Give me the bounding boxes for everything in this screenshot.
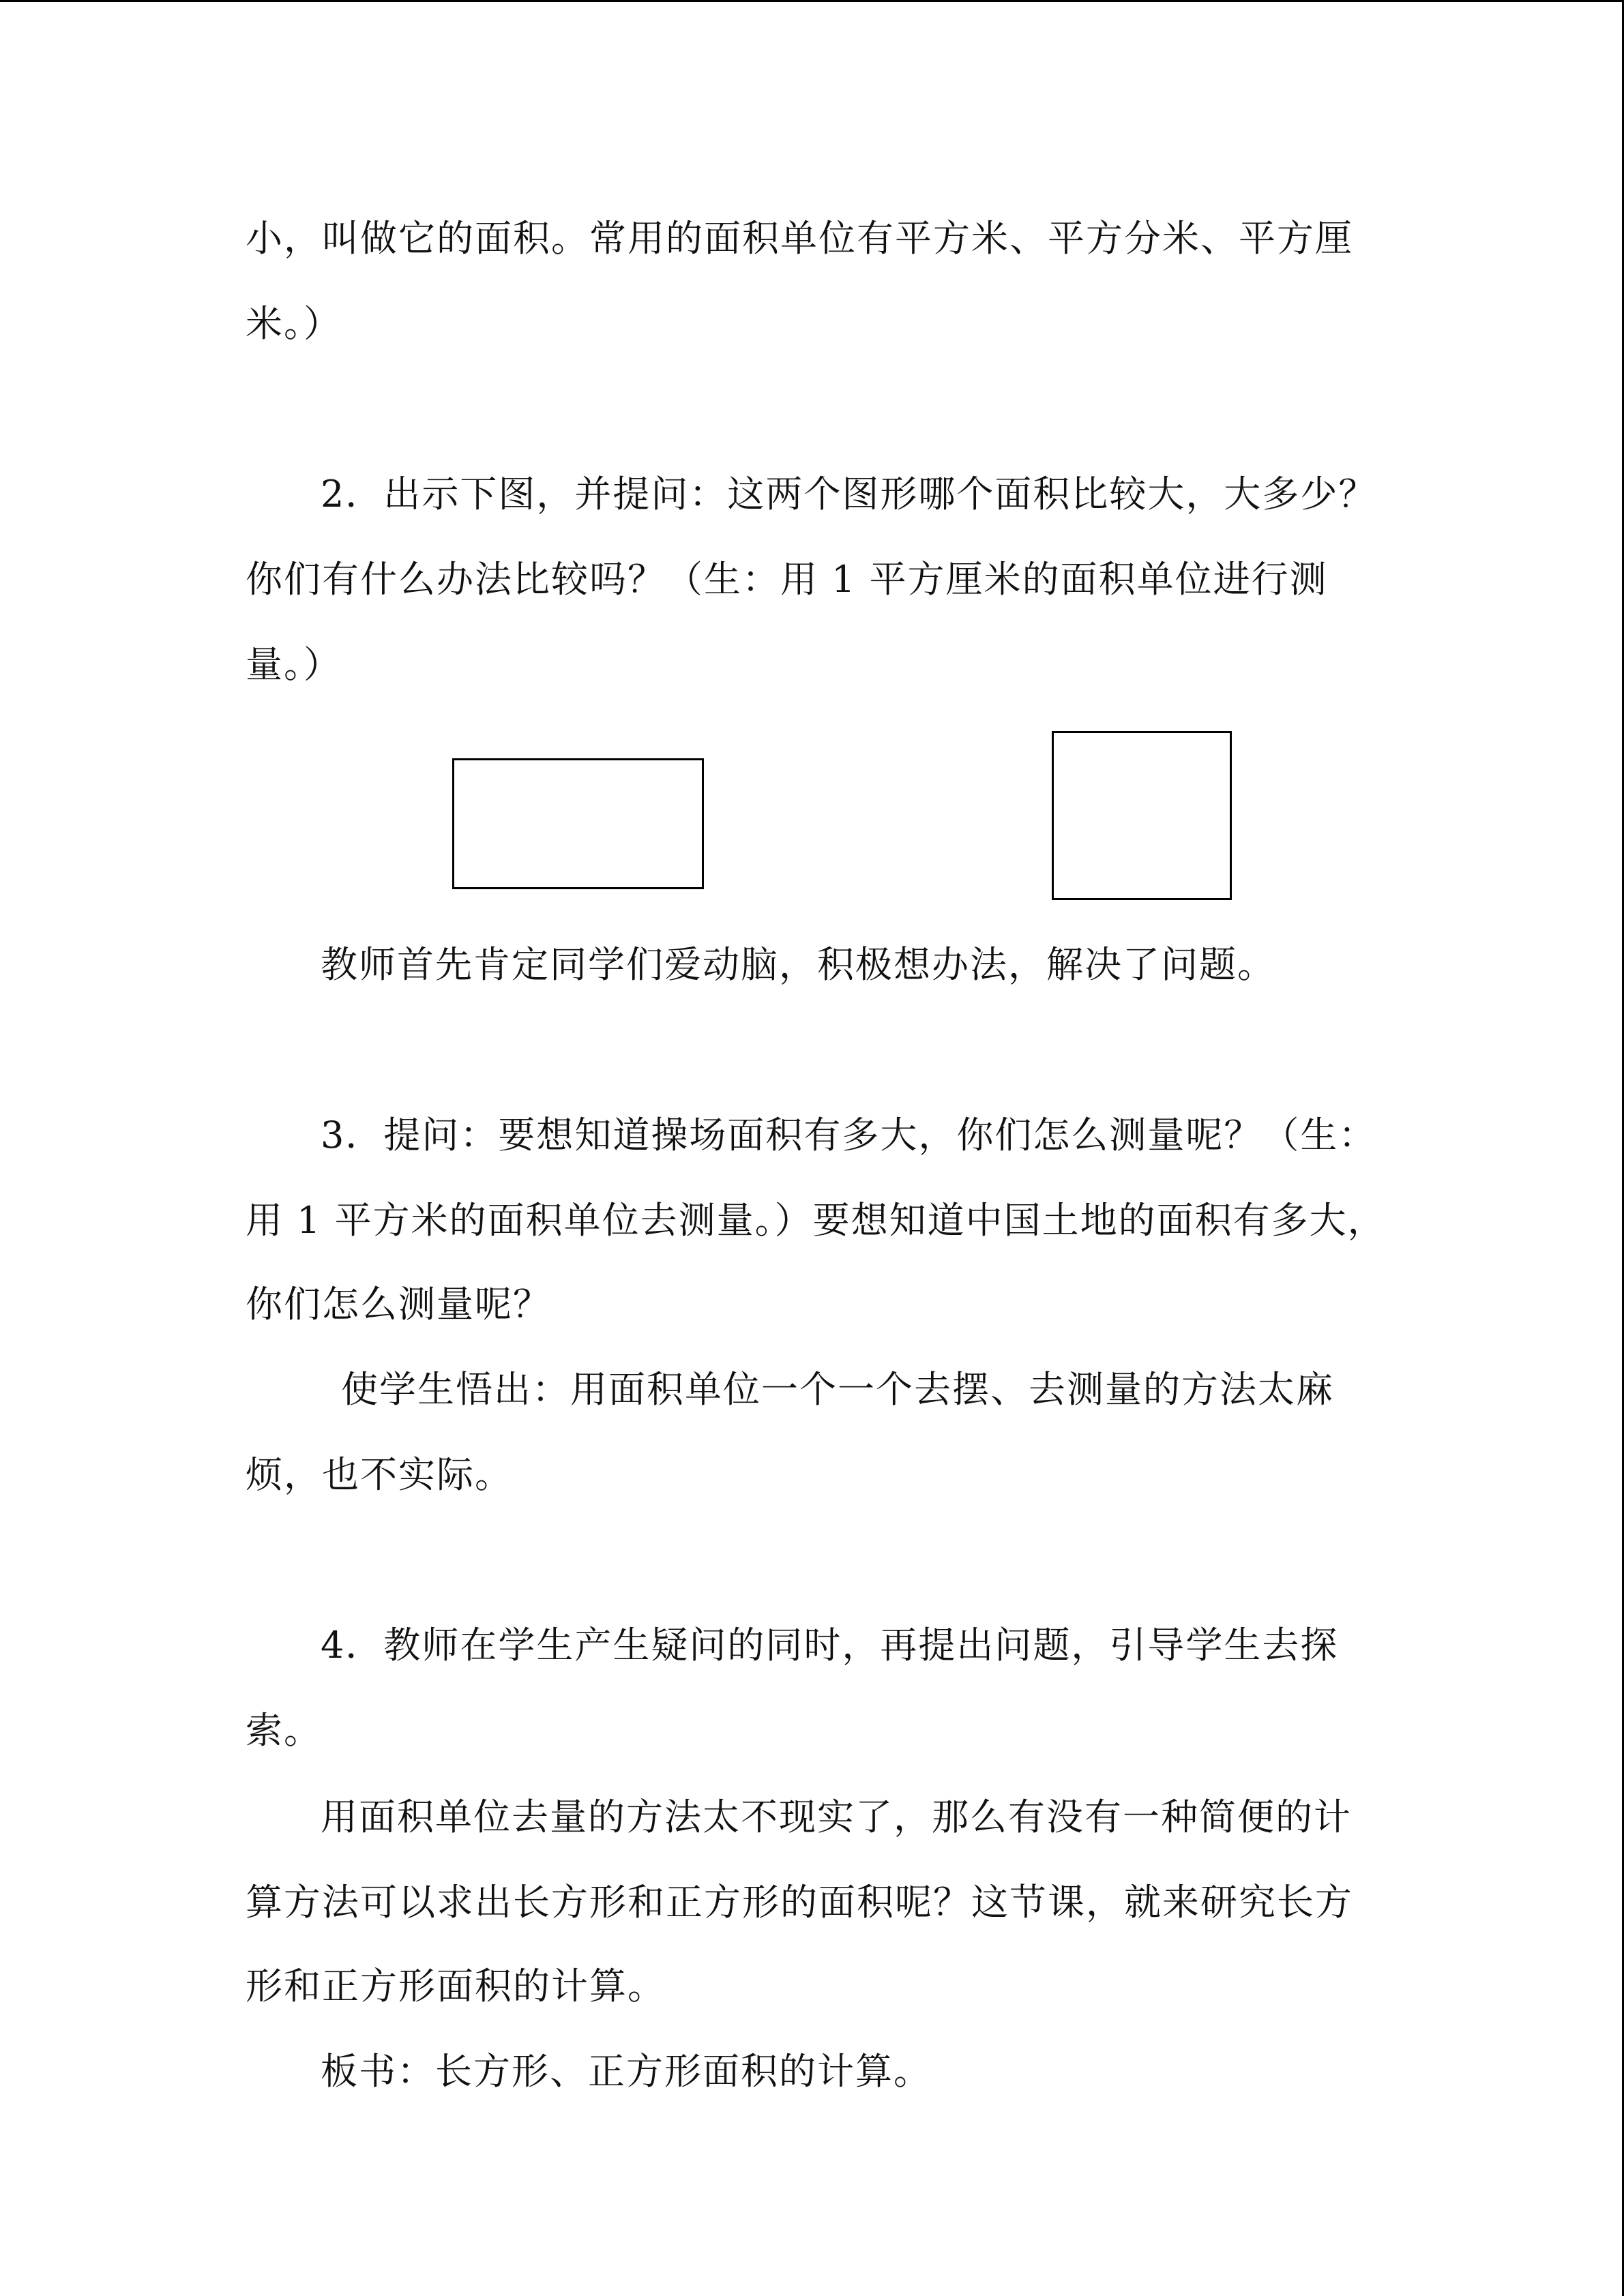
square-figure [1052, 731, 1232, 900]
rectangle-figure [452, 758, 704, 889]
text-line: 使学生悟出：用面积单位一个一个去摆、去测量的方法太麻 [341, 1368, 1334, 1411]
page-top-edge [0, 0, 1624, 2]
text-line: 4．教师在学生产生疑问的同时，再提出问题，引导学生去探 [321, 1624, 1339, 1667]
text-line: 你们有什么办法比较吗？（生：用 1 平方厘米的面积单位进行测 [246, 558, 1328, 601]
text-line: 板书：长方形、正方形面积的计算。 [321, 2050, 932, 2093]
text-line: 3．提问：要想知道操场面积有多大，你们怎么测量呢？（生： [321, 1114, 1377, 1157]
text-line: 用面积单位去量的方法太不现实了，那么有没有一种简便的计 [321, 1795, 1352, 1838]
text-line: 米。） [246, 302, 342, 345]
text-line: 用 1 平方米的面积单位去测量。）要想知道中国土地的面积有多大， [246, 1199, 1386, 1242]
text-line: 小，叫做它的面积。常用的面积单位有平方米、平方分米、平方厘 [246, 217, 1353, 260]
text-line: 烦，也不实际。 [246, 1453, 513, 1496]
text-line: 2．出示下图，并提问：这两个图形哪个面积比较大，大多少？ [321, 473, 1377, 516]
text-line: 教师首先肯定同学们爱动脑，积极想办法，解决了问题。 [321, 943, 1275, 986]
text-line: 算方法可以求出长方形和正方形的面积呢？这节课，就来研究长方 [246, 1881, 1353, 1924]
text-line: 你们怎么测量呢？ [246, 1283, 551, 1326]
text-line: 量。） [246, 643, 342, 686]
text-line: 索。 [246, 1709, 322, 1752]
text-line: 形和正方形面积的计算。 [246, 1965, 666, 2008]
